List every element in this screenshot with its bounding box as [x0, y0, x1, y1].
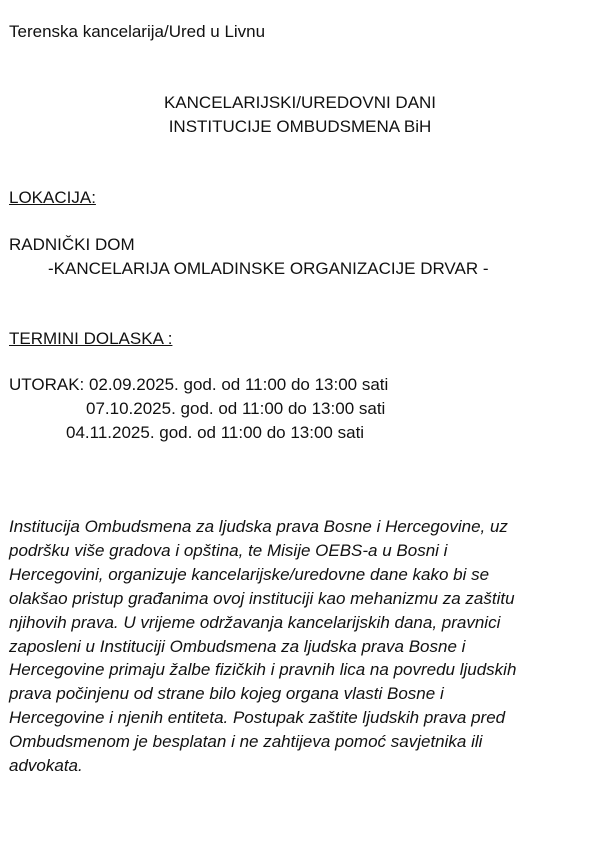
- date-row: UTORAK: 02.09.2025. god. od 11:00 do 13:00 sati: [9, 375, 389, 394]
- location-subtitle: -KANCELARIJA OMLADINSKE ORGANIZACIJE DRVAR -: [48, 259, 489, 278]
- office-name: Terenska kancelarija/Ured u Livnu: [9, 22, 266, 41]
- title-line-2: INSTITUCIJE OMBUDSMENA BiH: [168, 117, 432, 136]
- info-line: zaposleni u Instituciji Ombudsmena za ljudska prava Bosne i: [9, 636, 466, 656]
- info-paragraph: [9, 515, 594, 778]
- info-line: olakšao pristup građanima ovoj instituciji kao mehanizmu za zaštitu: [9, 588, 515, 608]
- date-row: 04.11.2025. god. od 11:00 do 13:00 sati: [66, 423, 365, 442]
- info-line: Institucija Ombudsmena za ljudska prava Bosne i Hercegovine, uz: [9, 517, 508, 536]
- info-line: Hercegovini, organizuje kancelarijske/uredovne dane kako bi se: [9, 564, 490, 584]
- terms-heading: TERMINI DOLASKA :: [9, 329, 173, 348]
- info-line: advokata.: [9, 756, 83, 776]
- location-heading: LOKACIJA:: [9, 188, 96, 207]
- info-line: podršku više gradova i opština, te Misije OEBS-a u Bosni i: [9, 540, 448, 560]
- info-line: Hercegovine primaju žalbe fizičkih i pravnih lica na povredu ljudskih: [9, 660, 517, 680]
- info-line: Hercegovine i njenih entiteta. Postupak zaštite ljudskih prava pred: [9, 708, 506, 728]
- location-name: RADNIČKI DOM: [9, 235, 135, 254]
- document-title: [0, 91, 600, 139]
- info-line: prava počinjenu od strane bilo kojeg organa vlasti Bosne i: [9, 684, 444, 704]
- date-row: 07.10.2025. god. od 11:00 do 13:00 sati: [86, 399, 386, 418]
- info-line: njihovih prava. U vrijeme održavanja kancelarijskih dana, pravnici: [9, 612, 501, 632]
- info-line: Ombudsmenom je besplatan i ne zahtijeva pomoć savjetnika ili: [9, 732, 483, 752]
- title-line-1: KANCELARIJSKI/UREDOVNI DANI: [163, 93, 437, 112]
